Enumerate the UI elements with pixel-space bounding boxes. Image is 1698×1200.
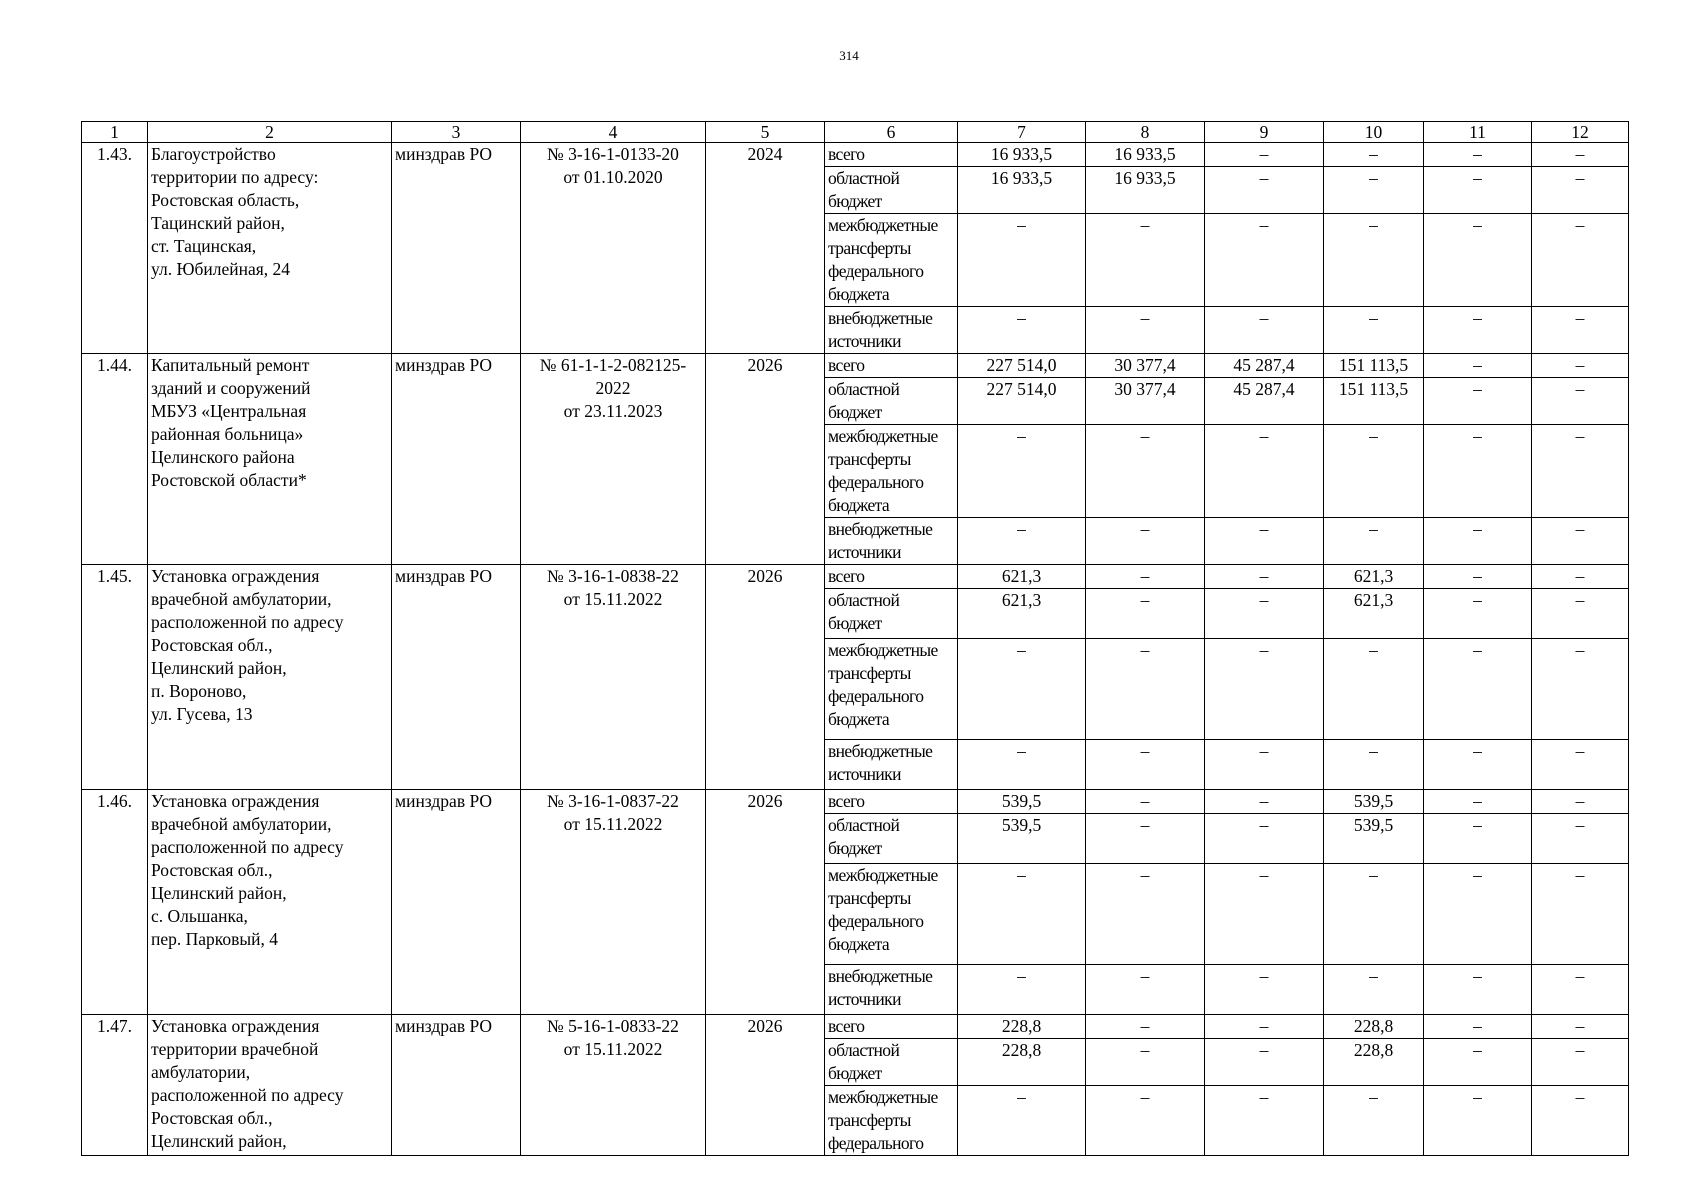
- funding-value-col-11: –: [1424, 639, 1532, 740]
- funding-source: [825, 589, 958, 639]
- document-reference: [521, 1015, 706, 1156]
- funding-value-col-9: –: [1205, 425, 1324, 518]
- object-name-line: расположенной по адресу: [151, 612, 344, 632]
- funding-value-col-9: –: [1205, 639, 1324, 740]
- funding-value-col-9: –: [1205, 864, 1324, 965]
- funding-source: [825, 378, 958, 425]
- funding-source: [825, 864, 958, 965]
- funding-value-col-11: –: [1424, 565, 1532, 589]
- funding-source-line: бюджет: [828, 1063, 882, 1083]
- funding-source-line: федерального: [828, 686, 924, 706]
- funding-value-col-8: –: [1086, 425, 1205, 518]
- funding-value-col-10: –: [1324, 639, 1424, 740]
- funding-source-line: трансферты: [828, 663, 911, 683]
- funding-value-col-10: 539,5: [1324, 790, 1424, 814]
- funding-source-line: областной: [828, 590, 900, 610]
- funding-source-line: источники: [828, 764, 901, 784]
- funding-value-col-12: –: [1532, 307, 1629, 354]
- object-name-line: Целинского района: [151, 447, 295, 467]
- funding-source-line: бюджет: [828, 613, 882, 633]
- funding-source-line: федерального: [828, 472, 924, 492]
- column-number-4: 4: [521, 122, 706, 143]
- funding-source-line: всего: [828, 566, 865, 586]
- funding-value-col-11: –: [1424, 143, 1532, 167]
- object-name-line: Целинский район,: [151, 1131, 287, 1151]
- funding-source: [825, 790, 958, 814]
- funding-value-col-11: –: [1424, 1086, 1532, 1156]
- object-name-line: Ростовская обл.,: [151, 1108, 273, 1128]
- funding-value-col-8: –: [1086, 214, 1205, 307]
- funding-value-col-10: 151 113,5: [1324, 354, 1424, 378]
- item-number: 1.46.: [82, 790, 148, 1015]
- column-number-row: [82, 122, 1629, 143]
- funding-value-col-11: –: [1424, 425, 1532, 518]
- document-reference-line: от 15.11.2022: [563, 589, 663, 609]
- table-body: [82, 122, 1629, 1156]
- object-name: [148, 565, 392, 790]
- document-reference-line: от 15.11.2022: [563, 1039, 663, 1059]
- object-name: [148, 1015, 392, 1156]
- funding-source-line: областной: [828, 379, 900, 399]
- column-number-9: 9: [1205, 122, 1324, 143]
- funding-source: [825, 639, 958, 740]
- funding-value-col-12: –: [1532, 965, 1629, 1015]
- funding-value-col-12: –: [1532, 589, 1629, 639]
- funding-value-col-10: –: [1324, 425, 1424, 518]
- funding-value-col-7: –: [958, 307, 1086, 354]
- object-name-line: Установка ограждения: [151, 791, 320, 811]
- funding-source: [825, 354, 958, 378]
- object-name-line: Тацинский район,: [151, 213, 285, 233]
- document-reference: [521, 565, 706, 790]
- funding-source-line: межбюджетные: [828, 865, 938, 885]
- column-number-7: 7: [958, 122, 1086, 143]
- item-number: 1.47.: [82, 1015, 148, 1156]
- funding-value-col-11: –: [1424, 589, 1532, 639]
- funding-value-col-11: –: [1424, 354, 1532, 378]
- funding-source: [825, 740, 958, 790]
- funding-value-col-8: –: [1086, 565, 1205, 589]
- funding-value-col-7: –: [958, 1086, 1086, 1156]
- funding-source-line: всего: [828, 355, 865, 375]
- funding-value-col-9: –: [1205, 1015, 1324, 1039]
- funding-source-line: трансферты: [828, 888, 911, 908]
- funding-source: [825, 965, 958, 1015]
- funding-value-col-9: –: [1205, 589, 1324, 639]
- object-name-line: расположенной по адресу: [151, 1085, 344, 1105]
- funding-value-col-7: –: [958, 740, 1086, 790]
- document-reference-line: № 5-16-1-0833-22: [547, 1016, 679, 1036]
- object-name: [148, 790, 392, 1015]
- object-name-line: Ростовская обл.,: [151, 635, 273, 655]
- document-reference-line: № 3-16-1-0837-22: [547, 791, 679, 811]
- funding-value-col-7: 621,3: [958, 565, 1086, 589]
- funding-source-line: бюджет: [828, 402, 882, 422]
- funding-source-line: источники: [828, 542, 901, 562]
- object-name-line: п. Вороново,: [151, 681, 247, 701]
- funding-value-col-10: –: [1324, 1086, 1424, 1156]
- funding-source-line: областной: [828, 815, 900, 835]
- object-name-line: зданий и сооружений: [151, 378, 311, 398]
- document-reference-line: 2022: [595, 378, 631, 398]
- funding-value-col-11: –: [1424, 965, 1532, 1015]
- funding-value-col-11: –: [1424, 1015, 1532, 1039]
- funding-value-col-10: 151 113,5: [1324, 378, 1424, 425]
- funding-source-line: межбюджетные: [828, 426, 938, 446]
- object-name: [148, 143, 392, 354]
- funding-value-col-8: –: [1086, 1039, 1205, 1086]
- column-number-6: 6: [825, 122, 958, 143]
- funding-value-col-10: –: [1324, 518, 1424, 565]
- funding-value-col-11: –: [1424, 1039, 1532, 1086]
- document-reference-line: от 23.11.2023: [563, 401, 663, 421]
- funding-value-col-8: –: [1086, 814, 1205, 864]
- funding-value-col-9: –: [1205, 1039, 1324, 1086]
- funding-source-line: всего: [828, 144, 865, 164]
- funding-value-col-11: –: [1424, 307, 1532, 354]
- funding-value-col-9: –: [1205, 790, 1324, 814]
- funding-source-line: внебюджетные: [828, 519, 933, 539]
- document-reference-line: от 01.10.2020: [563, 167, 663, 187]
- completion-year: 2024: [706, 143, 825, 354]
- funding-value-col-7: –: [958, 214, 1086, 307]
- object-name-line: Ростовской области*: [151, 470, 307, 490]
- responsible-org: минздрав РО: [392, 354, 521, 565]
- responsible-org: минздрав РО: [392, 1015, 521, 1156]
- funding-value-col-11: –: [1424, 378, 1532, 425]
- funding-value-col-12: –: [1532, 1086, 1629, 1156]
- funding-source: [825, 565, 958, 589]
- funding-value-col-7: –: [958, 639, 1086, 740]
- funding-value-col-12: –: [1532, 1015, 1629, 1039]
- funding-value-col-8: 30 377,4: [1086, 378, 1205, 425]
- object-name-line: Благоустройство: [151, 144, 276, 164]
- funding-value-col-8: 30 377,4: [1086, 354, 1205, 378]
- object-name: [148, 354, 392, 565]
- object-name-line: Целинский район,: [151, 883, 287, 903]
- funding-value-col-10: 228,8: [1324, 1039, 1424, 1086]
- object-name-line: Капитальный ремонт: [151, 355, 310, 375]
- completion-year: 2026: [706, 790, 825, 1015]
- funding-value-col-8: –: [1086, 740, 1205, 790]
- funding-value-col-8: –: [1086, 639, 1205, 740]
- column-number-8: 8: [1086, 122, 1205, 143]
- funding-value-col-9: –: [1205, 740, 1324, 790]
- funding-value-col-8: 16 933,5: [1086, 143, 1205, 167]
- funding-source-line: трансферты: [828, 238, 911, 258]
- object-name-line: с. Ольшанка,: [151, 906, 248, 926]
- funding-value-col-9: –: [1205, 143, 1324, 167]
- funding-value-col-9: –: [1205, 1086, 1324, 1156]
- funding-source: [825, 1039, 958, 1086]
- funding-source-line: межбюджетные: [828, 215, 938, 235]
- object-name-line: ст. Тацинская,: [151, 236, 257, 256]
- completion-year: 2026: [706, 1015, 825, 1156]
- document-reference-line: № 61-1-1-2-082125-: [539, 355, 687, 375]
- funding-source-line: бюджета: [828, 934, 890, 954]
- funding-value-col-10: –: [1324, 167, 1424, 214]
- funding-source-line: бюджет: [828, 191, 882, 211]
- funding-source-line: бюджета: [828, 495, 890, 515]
- funding-source-line: федерального: [828, 1133, 924, 1153]
- funding-source-line: источники: [828, 331, 901, 351]
- object-name-line: ул. Юбилейная, 24: [151, 259, 291, 279]
- funding-value-col-11: –: [1424, 214, 1532, 307]
- column-number-3: 3: [392, 122, 521, 143]
- funding-source-line: межбюджетные: [828, 640, 938, 660]
- funding-value-col-7: –: [958, 518, 1086, 565]
- funding-value-col-7: 227 514,0: [958, 378, 1086, 425]
- funding-value-col-8: 16 933,5: [1086, 167, 1205, 214]
- funding-value-col-8: –: [1086, 1086, 1205, 1156]
- funding-source-line: межбюджетные: [828, 1087, 938, 1107]
- item-number: 1.43.: [82, 143, 148, 354]
- funding-table: [81, 121, 1629, 1156]
- funding-value-col-8: –: [1086, 790, 1205, 814]
- column-number-11: 11: [1424, 122, 1532, 143]
- item-number: 1.45.: [82, 565, 148, 790]
- funding-value-col-12: –: [1532, 1039, 1629, 1086]
- funding-value-col-10: –: [1324, 864, 1424, 965]
- funding-source: [825, 1086, 958, 1156]
- funding-value-col-8: –: [1086, 965, 1205, 1015]
- table-row: [82, 1015, 1629, 1039]
- funding-source-line: трансферты: [828, 1110, 911, 1130]
- funding-source-line: федерального: [828, 911, 924, 931]
- funding-value-col-9: –: [1205, 518, 1324, 565]
- funding-value-col-7: 539,5: [958, 790, 1086, 814]
- funding-source-line: всего: [828, 791, 865, 811]
- object-name-line: районная больница»: [151, 424, 304, 444]
- funding-value-col-9: 45 287,4: [1205, 378, 1324, 425]
- object-name-line: Установка ограждения: [151, 1016, 320, 1036]
- object-name-line: МБУЗ «Центральная: [151, 401, 307, 421]
- funding-value-col-11: –: [1424, 167, 1532, 214]
- table-row: [82, 354, 1629, 378]
- funding-value-col-8: –: [1086, 307, 1205, 354]
- column-number-12: 12: [1532, 122, 1629, 143]
- funding-value-col-10: 621,3: [1324, 589, 1424, 639]
- funding-value-col-12: –: [1532, 425, 1629, 518]
- funding-source-line: бюджета: [828, 709, 890, 729]
- funding-source: [825, 307, 958, 354]
- funding-value-col-12: –: [1532, 378, 1629, 425]
- object-name-line: ул. Гусева, 13: [151, 704, 253, 724]
- funding-value-col-7: 228,8: [958, 1015, 1086, 1039]
- funding-value-col-7: 621,3: [958, 589, 1086, 639]
- funding-value-col-11: –: [1424, 864, 1532, 965]
- object-name-line: Установка ограждения: [151, 566, 320, 586]
- object-name-line: Ростовская обл.,: [151, 860, 273, 880]
- funding-value-col-12: –: [1532, 167, 1629, 214]
- table-row: [82, 143, 1629, 167]
- object-name-line: территории врачебной: [151, 1039, 319, 1059]
- document-reference-line: от 15.11.2022: [563, 814, 663, 834]
- column-number-2: 2: [148, 122, 392, 143]
- document-reference: [521, 790, 706, 1015]
- funding-value-col-8: –: [1086, 518, 1205, 565]
- object-name-line: врачебной амбулатории,: [151, 814, 332, 834]
- column-number-5: 5: [706, 122, 825, 143]
- funding-value-col-11: –: [1424, 790, 1532, 814]
- funding-value-col-8: –: [1086, 864, 1205, 965]
- funding-source: [825, 214, 958, 307]
- funding-value-col-10: 228,8: [1324, 1015, 1424, 1039]
- funding-source-line: источники: [828, 989, 901, 1009]
- funding-value-col-9: 45 287,4: [1205, 354, 1324, 378]
- funding-source-line: федерального: [828, 261, 924, 281]
- funding-value-col-11: –: [1424, 518, 1532, 565]
- document-reference: [521, 354, 706, 565]
- funding-value-col-12: –: [1532, 790, 1629, 814]
- funding-value-col-10: –: [1324, 740, 1424, 790]
- table-row: [82, 565, 1629, 589]
- column-number-1: 1: [82, 122, 148, 143]
- document-reference-line: № 3-16-1-0838-22: [547, 566, 679, 586]
- funding-value-col-12: –: [1532, 518, 1629, 565]
- object-name-line: амбулатории,: [151, 1062, 251, 1082]
- funding-value-col-7: –: [958, 864, 1086, 965]
- funding-value-col-9: –: [1205, 167, 1324, 214]
- funding-source-line: внебюджетные: [828, 966, 933, 986]
- funding-value-col-7: 228,8: [958, 1039, 1086, 1086]
- item-number: 1.44.: [82, 354, 148, 565]
- funding-value-col-11: –: [1424, 814, 1532, 864]
- object-name-line: пер. Парковый, 4: [151, 929, 279, 949]
- funding-value-col-7: 16 933,5: [958, 167, 1086, 214]
- funding-source-line: областной: [828, 1040, 900, 1060]
- funding-value-col-12: –: [1532, 143, 1629, 167]
- funding-value-col-10: –: [1324, 143, 1424, 167]
- funding-value-col-12: –: [1532, 565, 1629, 589]
- document-reference-line: № 3-16-1-0133-20: [547, 144, 679, 164]
- funding-value-col-10: –: [1324, 307, 1424, 354]
- funding-value-col-10: 539,5: [1324, 814, 1424, 864]
- funding-value-col-8: –: [1086, 589, 1205, 639]
- funding-value-col-12: –: [1532, 639, 1629, 740]
- funding-value-col-7: –: [958, 965, 1086, 1015]
- funding-value-col-12: –: [1532, 864, 1629, 965]
- funding-value-col-10: –: [1324, 214, 1424, 307]
- funding-source-line: внебюджетные: [828, 308, 933, 328]
- funding-source-line: бюджета: [828, 284, 890, 304]
- funding-value-col-10: 621,3: [1324, 565, 1424, 589]
- funding-value-col-7: 227 514,0: [958, 354, 1086, 378]
- funding-value-col-9: –: [1205, 814, 1324, 864]
- funding-value-col-7: 16 933,5: [958, 143, 1086, 167]
- responsible-org: минздрав РО: [392, 143, 521, 354]
- funding-source: [825, 518, 958, 565]
- funding-source: [825, 143, 958, 167]
- funding-value-col-9: –: [1205, 565, 1324, 589]
- responsible-org: минздрав РО: [392, 790, 521, 1015]
- funding-source-line: бюджет: [828, 838, 882, 858]
- completion-year: 2026: [706, 354, 825, 565]
- object-name-line: Ростовская область,: [151, 190, 300, 210]
- funding-value-col-9: –: [1205, 214, 1324, 307]
- funding-value-col-7: 539,5: [958, 814, 1086, 864]
- funding-source: [825, 425, 958, 518]
- funding-value-col-12: –: [1532, 740, 1629, 790]
- document-reference: [521, 143, 706, 354]
- funding-value-col-7: –: [958, 425, 1086, 518]
- object-name-line: территории по адресу:: [151, 167, 319, 187]
- funding-source-line: внебюджетные: [828, 741, 933, 761]
- funding-value-col-11: –: [1424, 740, 1532, 790]
- funding-source-line: областной: [828, 168, 900, 188]
- object-name-line: расположенной по адресу: [151, 837, 344, 857]
- funding-source-line: всего: [828, 1016, 865, 1036]
- funding-value-col-10: –: [1324, 965, 1424, 1015]
- funding-value-col-12: –: [1532, 814, 1629, 864]
- funding-value-col-9: –: [1205, 307, 1324, 354]
- funding-source: [825, 814, 958, 864]
- responsible-org: минздрав РО: [392, 565, 521, 790]
- table-row: [82, 790, 1629, 814]
- funding-value-col-9: –: [1205, 965, 1324, 1015]
- funding-source: [825, 167, 958, 214]
- column-number-10: 10: [1324, 122, 1424, 143]
- funding-value-col-8: –: [1086, 1015, 1205, 1039]
- funding-source: [825, 1015, 958, 1039]
- object-name-line: врачебной амбулатории,: [151, 589, 332, 609]
- object-name-line: Целинский район,: [151, 658, 287, 678]
- funding-source-line: трансферты: [828, 449, 911, 469]
- page-number: 314: [839, 48, 859, 63]
- funding-value-col-12: –: [1532, 214, 1629, 307]
- funding-value-col-12: –: [1532, 354, 1629, 378]
- completion-year: 2026: [706, 565, 825, 790]
